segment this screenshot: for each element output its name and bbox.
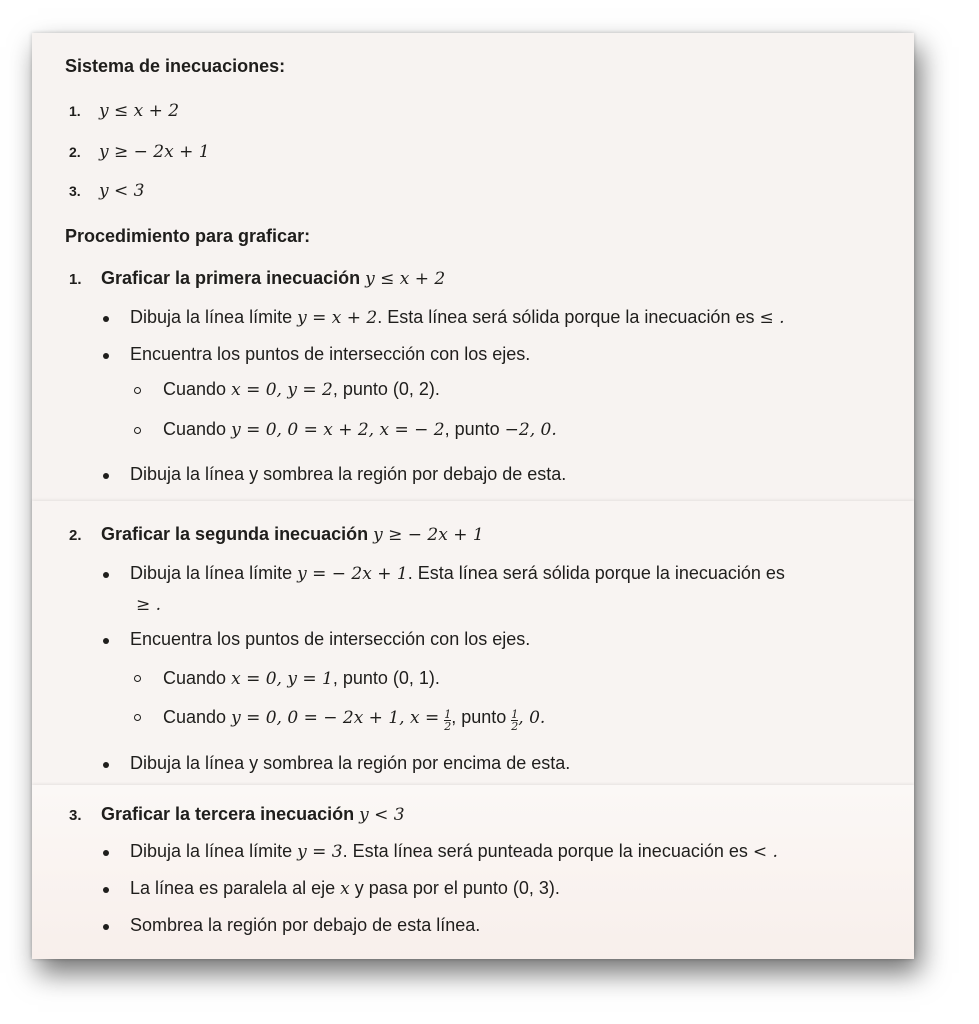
step-number: 3. — [69, 807, 82, 824]
inequality: y < 3 — [99, 181, 145, 201]
fraction-one-half: $\frac{1}{2}$ — [511, 708, 519, 733]
step-heading-math: y < 3 — [359, 805, 405, 825]
bullet-dot — [103, 473, 109, 479]
bullet-dot — [103, 316, 109, 322]
bullet-dot — [103, 572, 109, 578]
system-item-1 — [69, 99, 179, 122]
fraction-one-half: $\frac{1}{2}$ — [444, 708, 452, 733]
step2-bullet-1-symbol: ≥ . — [136, 595, 162, 615]
step2-sub-1: Cuando x = 0, y = 1, punto (0, 1). — [163, 668, 440, 689]
step1-bullet-2: Encuentra los puntos de intersección con los ejes. — [130, 344, 531, 364]
step3-bullet-1: Dibuja la línea límite y = 3. Esta línea será punteada porque la inecuación es < . — [130, 841, 778, 862]
bullet-dot — [103, 762, 109, 768]
item-number: 2. — [69, 144, 81, 160]
bullet-dot — [103, 924, 109, 930]
step-number: 2. — [69, 527, 82, 544]
sub-bullet-circle — [134, 427, 141, 434]
procedure-title: Procedimiento para graficar: — [65, 226, 311, 246]
sub-bullet-circle — [134, 387, 141, 394]
step2-bullet-2: Encuentra los puntos de intersección con los ejes. — [130, 629, 531, 649]
step2-heading — [69, 523, 484, 547]
bullet-dot — [103, 353, 109, 359]
step2-bullet-1: Dibuja la línea límite y = − 2x + 1. Esta línea será sólida porque la inecuación es — [130, 563, 785, 584]
system-item-2 — [69, 140, 210, 163]
system-item-3 — [69, 179, 144, 202]
bullet-dot — [103, 638, 109, 644]
step3-bullet-2: La línea es paralela al eje x y pasa por el punto (0, 3). — [130, 878, 560, 899]
item-number: 1. — [69, 103, 81, 119]
step-number: 1. — [69, 271, 82, 288]
step1-heading — [69, 267, 445, 291]
step3-bullet-3: Sombrea la región por debajo de esta línea. — [130, 915, 481, 935]
system-title: Sistema de inecuaciones: — [65, 56, 286, 76]
step-heading-math: y ≥ − 2x + 1 — [373, 525, 484, 545]
step-heading-text: Graficar la segunda inecuación — [101, 524, 369, 544]
step1-bullet-3: Dibuja la línea y sombrea la región por debajo de esta. — [130, 464, 567, 484]
step2-sub-2: Cuando y = 0, 0 = − 2x + 1, x = $\frac{1}{2}$ , punto $\frac{1}{2}$ , 0. — [163, 707, 546, 733]
step-heading-text: Graficar la tercera inecuación — [101, 804, 355, 824]
inequality: y ≤ x + 2 — [99, 101, 180, 121]
bullet-dot — [103, 887, 109, 893]
inequality: y ≥ − 2x + 1 — [99, 142, 210, 162]
bullet-dot — [103, 850, 109, 856]
sub-bullet-circle — [134, 714, 141, 721]
sub-bullet-circle — [134, 675, 141, 682]
item-number: 3. — [69, 183, 81, 199]
step1-bullet-1: Dibuja la línea límite y = x + 2. Esta línea será sólida porque la inecuación es ≤ . — [130, 307, 785, 328]
step2-bullet-3: Dibuja la línea y sombrea la región por encima de esta. — [130, 753, 571, 773]
step-heading-text: Graficar la primera inecuación — [101, 268, 361, 288]
step3-heading — [69, 803, 405, 827]
step1-sub-1: Cuando x = 0, y = 2, punto (0, 2). — [163, 379, 440, 400]
answer-card — [32, 33, 914, 959]
step-heading-math: y ≤ x + 2 — [365, 269, 446, 289]
step1-sub-2: Cuando y = 0, 0 = x + 2, x = − 2, punto −2, 0. — [163, 419, 557, 440]
